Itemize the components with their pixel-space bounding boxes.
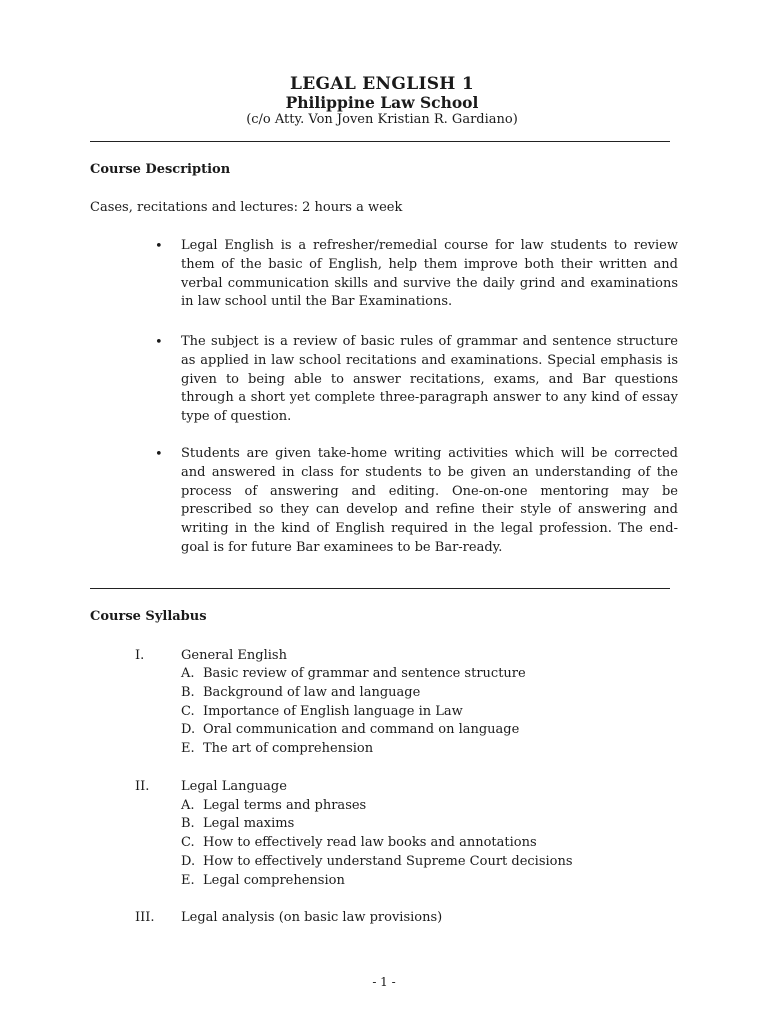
section-numeral: I. (135, 648, 145, 663)
course-description-heading: Course Description (90, 162, 231, 177)
course-syllabus-heading: Course Syllabus (90, 609, 207, 624)
bullet-icon: • (155, 335, 163, 350)
section-title: Legal analysis (on basic law provisions) (181, 910, 443, 925)
bullet-text: Students are given take-home writing activities which will be corrected and answered in class for students to be given an understanding of the process of answering and editing. One-on-one mentoring may be prescribed so they can develop and refine their style of answering and writing in the kind of English required in the legal profession. The end-goal is for future Bar examinees to be Bar-ready. (181, 446, 678, 555)
bullet-text: The subject is a review of basic rules of grammar and sentence structure as applied in law school recitations and examinations. Special emphasis is given to being able to answer recitations, exams, and Bar questions through a short yet complete three-paragraph answer to any kind of essay type of question. (181, 334, 678, 425)
list-item: A. Legal terms and phrases (181, 798, 367, 813)
section-numeral: II. (135, 779, 150, 794)
list-item: C. How to effectively read law books and annotations (181, 835, 537, 850)
list-item: D. Oral communication and command on language (181, 722, 520, 737)
page-number: - 1 - (372, 975, 396, 989)
section-numeral: III. (135, 910, 155, 925)
section-title: Legal Language (181, 779, 287, 794)
bullet-text: Legal English is a refresher/remedial course for law students to review them of the basic of English, help them improve both their written and verbal communication skills and survive the daily grind and examinations in law school until the Bar Examinations. (181, 238, 678, 310)
list-item: E. Legal comprehension (181, 873, 345, 888)
section-title: General English (181, 648, 287, 663)
divider-middle (90, 588, 670, 589)
list-item: E. The art of comprehension (181, 741, 374, 756)
course-hours: Cases, recitations and lectures: 2 hours a week (90, 200, 403, 215)
list-item: A. Basic review of grammar and sentence structure (181, 666, 526, 681)
list-item: B. Legal maxims (181, 816, 295, 831)
list-item: C. Importance of English language in Law (181, 704, 463, 719)
bullet-icon: • (155, 239, 163, 254)
list-item: B. Background of law and language (181, 685, 421, 700)
document-subtitle: Philippine Law School (285, 93, 479, 112)
list-item: D. How to effectively understand Supreme Court decisions (181, 854, 573, 869)
document-author: (c/o Atty. Von Joven Kristian R. Gardiano) (246, 112, 518, 127)
bullet-icon: • (155, 447, 163, 462)
document-title: LEGAL ENGLISH 1 (290, 74, 474, 94)
divider-top (90, 141, 670, 142)
